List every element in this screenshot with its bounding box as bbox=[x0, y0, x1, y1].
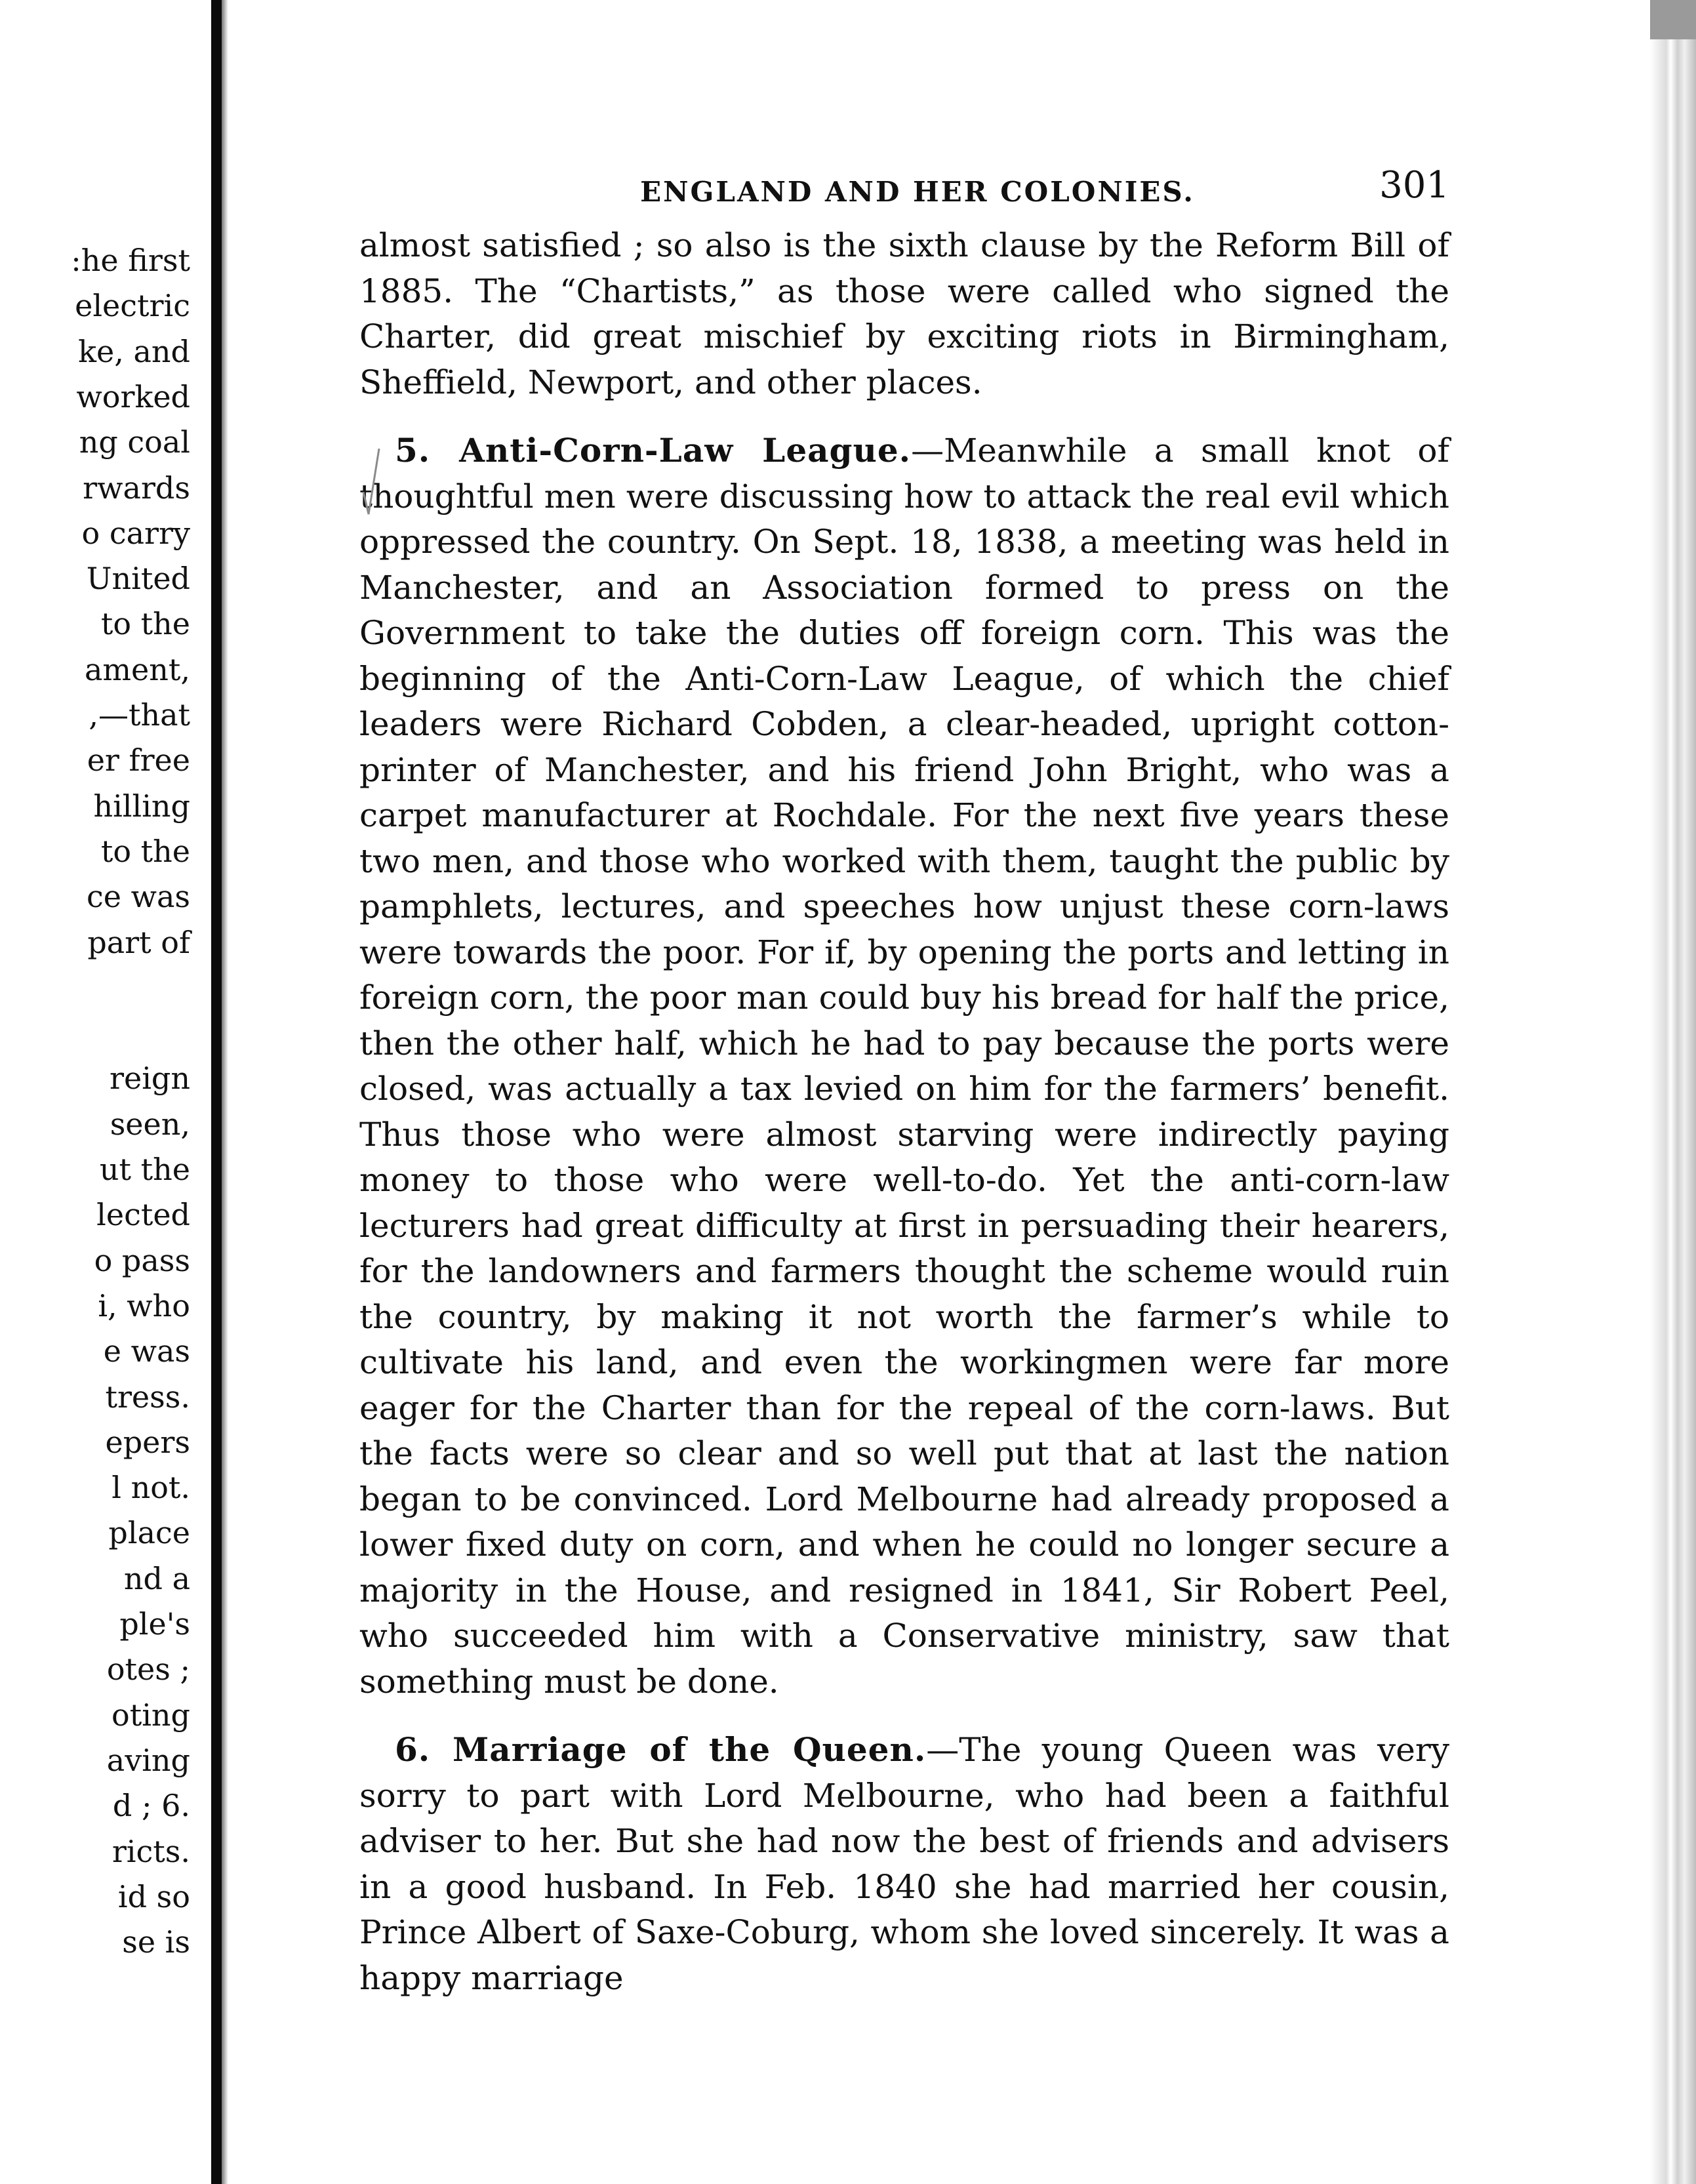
left-page-line: nd a bbox=[123, 1560, 190, 1596]
left-page-line: part of bbox=[87, 924, 190, 960]
left-page-line: worked bbox=[76, 378, 190, 415]
left-facing-page bbox=[0, 0, 210, 2184]
page-number: 301 bbox=[1379, 164, 1449, 207]
left-page-line: place bbox=[108, 1515, 190, 1551]
left-page-line: d ; 6. bbox=[112, 1788, 190, 1824]
left-page-line: er free bbox=[87, 742, 190, 779]
left-page-line: ut the bbox=[99, 1152, 190, 1187]
section-marriage-of-the-queen bbox=[359, 1727, 1449, 2001]
section-text: —Meanwhile a small knot of thoughtful men were discussing how to attack the real evil which oppressed the country. On Sept. 18, 1838, a meeting was held in Manchester, and an Association formed to press on the Government to take the duties off foreign corn. This was the beginning of the Anti-Corn-Law League, of which the chief leaders were Richard Cobden, a clear-headed, upright cotton-printer of Manchester, and his friend John Bright, who was a carpet manufacturer at Rochdale. For the next five years these two men, and those who worked with them, taught the public by pamphlets, lectures, and speeches how unjust these corn-laws were towards the poor. For if, by opening the ports and letting in foreign corn, the poor man could buy his bread for half the price, then the other half, which he had to pay because the ports were closed, was actually a tax levied on him for the farmers’ benefit. Thus those who were almost starving were indirectly paying money to those who were well-to-do. Yet the anti-corn-law lecturers had great difficulty at first in persuading their hearers, for the landowners and farmers thought the scheme would ruin the country, by making it not worth the farmer’s while to cultivate his land, and even the workingmen were far more eager for the Charter than for the repeal of the corn-laws. But the facts were so clear and so well put that at last the nation began to be convinced. Lord Melbourne had already proposed a lower fixed duty on corn, and when he could no longer secure a majority in the House, and resigned in 1841, Sir Robert Peel, who succeeded him with a Conservative ministry, saw that something must be done. bbox=[359, 432, 1450, 1701]
left-page-line: to the bbox=[100, 606, 190, 642]
left-page-line: oting bbox=[111, 1697, 190, 1733]
left-page-line: electric bbox=[75, 288, 190, 324]
left-page-line: otes ; bbox=[106, 1651, 190, 1688]
gutter-shadow bbox=[222, 0, 228, 2184]
paragraph-chartists: almost satisfied ; so also is the sixth clause by the Reform Bill of 1885. The “Chartists,” as those were called who signed the Charter, did great mischief by exciting riots in Birmingham, Sheffield, Newport, and other places. bbox=[359, 226, 1449, 401]
left-page-line: ament, bbox=[85, 651, 190, 687]
left-page-line: id so bbox=[117, 1878, 190, 1914]
left-page-line: ce was bbox=[86, 879, 190, 915]
section-anti-corn-law-league bbox=[359, 428, 1449, 1705]
pencil-check-mark bbox=[359, 446, 383, 518]
section-heading: 5. Anti-Corn-Law League. bbox=[395, 431, 912, 470]
running-title: ENGLAND AND HER COLONIES. bbox=[640, 176, 1195, 208]
left-page-line: ng coal bbox=[79, 424, 190, 460]
left-page-line: i, who bbox=[98, 1287, 190, 1324]
left-page-line: rwards bbox=[83, 470, 190, 506]
left-page-line: aving bbox=[106, 1742, 190, 1778]
page bbox=[359, 164, 1449, 2001]
book-gutter bbox=[211, 0, 222, 2184]
left-page-line: lected bbox=[96, 1197, 190, 1233]
left-page-line: seen, bbox=[110, 1106, 190, 1142]
left-page-line: l not. bbox=[111, 1470, 190, 1506]
left-page-line: to the bbox=[100, 833, 190, 869]
left-page-line: hilling bbox=[93, 788, 190, 824]
section-heading: 6. Marriage of the Queen. bbox=[395, 1730, 927, 1769]
page-edge bbox=[1650, 0, 1696, 2184]
left-page-line: United bbox=[86, 561, 190, 597]
left-page-line: ricts. bbox=[111, 1833, 190, 1869]
left-page-line: ple's bbox=[119, 1606, 190, 1642]
left-page-line: epers bbox=[105, 1424, 190, 1460]
left-page-line: ke, and bbox=[78, 333, 190, 369]
left-page-line: :he first bbox=[71, 243, 190, 278]
left-page-line: se is bbox=[122, 1924, 190, 1960]
running-head bbox=[359, 164, 1449, 216]
left-page-line: e was bbox=[103, 1333, 190, 1369]
left-page-line: ,—that bbox=[89, 697, 190, 733]
left-page-line: reign bbox=[110, 1061, 190, 1097]
page-edge-top bbox=[1650, 0, 1696, 39]
left-page-line: tress. bbox=[105, 1379, 190, 1415]
left-page-line: o carry bbox=[81, 515, 190, 551]
section-text: —The young Queen was very sorry to part with Lord Melbourne, who had been a faithful adviser to her. But she had now the best of friends and advisers in a good husband. In Feb. 1840 she had married her cousin, Prince Albert of Saxe-Coburg, whom she loved sincerely. It was a happy marriage bbox=[359, 1731, 1449, 1997]
left-page-line: o pass bbox=[94, 1242, 190, 1278]
